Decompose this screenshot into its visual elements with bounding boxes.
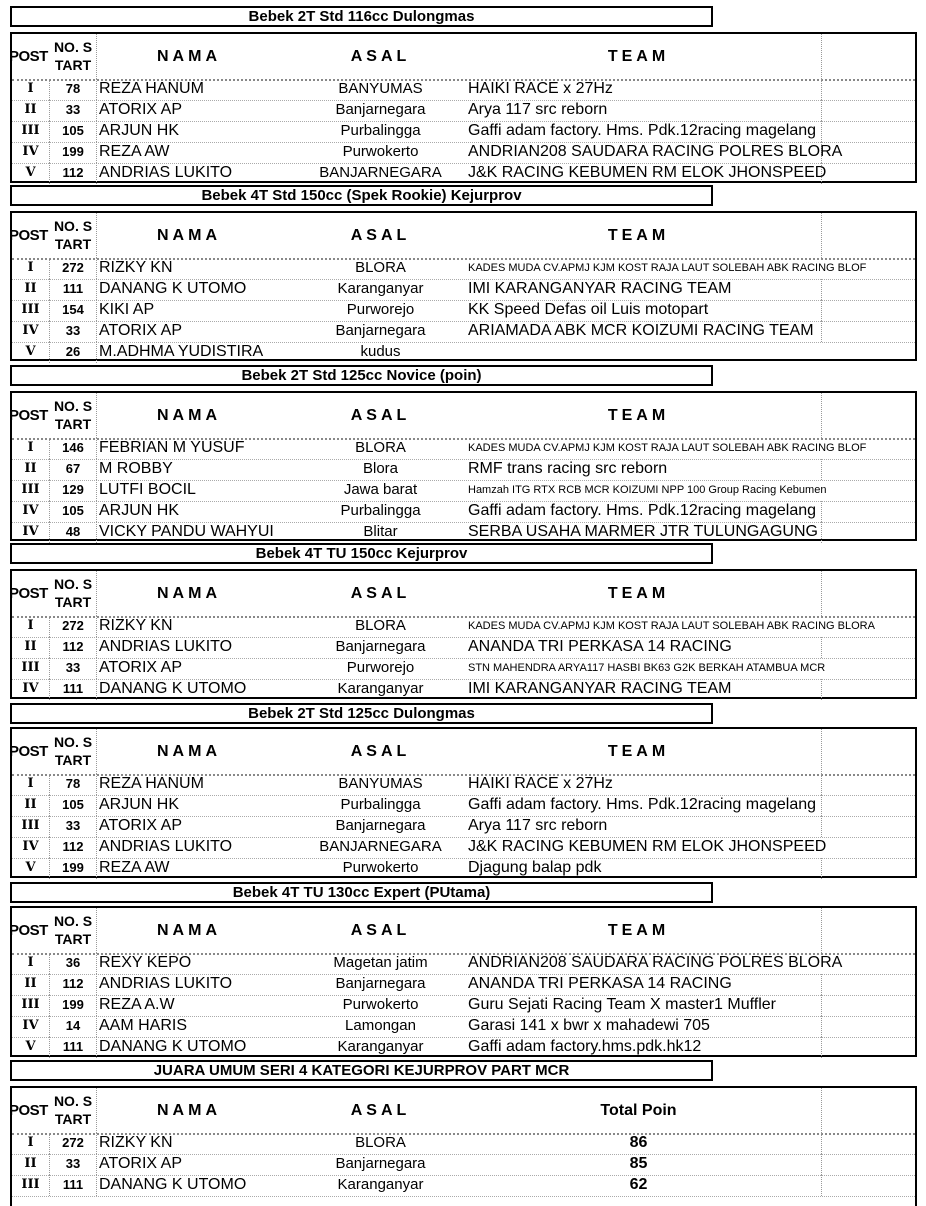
asal-cell: kudus (360, 343, 401, 360)
table-row (12, 637, 915, 659)
nama-cell: ANDRIAS LUKITO (99, 164, 233, 181)
nama-cell: ATORIX AP (99, 817, 182, 834)
pos-cell: I (12, 953, 50, 974)
nama-cell: M ROBBY (99, 460, 173, 477)
no-start-cell: 146 (50, 438, 97, 459)
pos-cell: IV (12, 837, 50, 858)
asal-cell: Jawa barat (343, 481, 418, 498)
table-row (12, 121, 915, 143)
team-cell: HAIKI RACE x 27Hz (456, 79, 822, 100)
nama-cell: M.ADHMA YUDISTIRA (99, 343, 264, 360)
header-empty (822, 1088, 917, 1133)
table-row (12, 616, 915, 638)
header-pos: POST (9, 227, 48, 244)
nama-cell: ATORIX AP (99, 322, 182, 339)
table-row (12, 258, 915, 280)
table-row (12, 858, 915, 879)
no-start-cell: 112 (50, 163, 97, 184)
section-title: JUARA UMUM SERI 4 KATEGORI KEJURPROV PART MCR (10, 1060, 713, 1081)
pos-cell: III (12, 300, 50, 321)
asal-cell: Karanganyar (337, 680, 424, 697)
section-title: Bebek 2T Std 125cc Dulongmas (10, 703, 713, 724)
team-cell: Guru Sejati Racing Team X master1 Muffler (456, 995, 822, 1016)
nama-cell: REZA HANUM (99, 775, 204, 792)
header-nama: NAMA (157, 922, 221, 939)
header-no-start: NO. START (50, 393, 97, 438)
team-cell: KADES MUDA CV.APMJ KJM KOST RAJA LAUT SOLEBAH ABK RACING BLORA (468, 620, 875, 632)
table-row (12, 342, 915, 363)
table-row (12, 1154, 915, 1176)
header-no-start: NO. START (50, 729, 97, 774)
team-cell: IMI KARANGANYAR RACING TEAM (456, 679, 822, 700)
nama-cell: AAM HARIS (99, 1017, 188, 1034)
header-asal: ASAL (350, 743, 411, 760)
team-cell: Djagung balap pdk (456, 858, 822, 879)
no-start-cell: 105 (50, 795, 97, 816)
pos-cell: II (12, 974, 50, 995)
nama-cell: REZA HANUM (99, 80, 204, 97)
asal-cell: Banjarnegara (335, 101, 426, 118)
asal-cell: Purwokerto (342, 996, 419, 1013)
no-start-cell: 154 (50, 300, 97, 321)
pos-cell: I (12, 616, 50, 637)
section-title: Bebek 2T Std 125cc Novice (poin) (10, 365, 713, 386)
pos-cell: II (12, 1154, 50, 1175)
team-cell: ARIAMADA ABK MCR KOIZUMI RACING TEAM (456, 321, 822, 342)
pos-cell: II (12, 637, 50, 658)
section-title: Bebek 4T TU 150cc Kejurprov (10, 543, 713, 564)
table-row (12, 1133, 915, 1155)
header-total-poin: Total Poin (456, 1088, 822, 1133)
header-nama: NAMA (157, 1102, 221, 1119)
pos-cell: V (12, 342, 50, 363)
team-cell: ANDRIAN208 SAUDARA RACING POLRES BLORA (456, 142, 822, 163)
table-row (12, 1037, 915, 1058)
team-cell: STN MAHENDRA ARYA117 HASBI BK63 G2K BERKAH ATAMBUA MCR (468, 662, 826, 674)
nama-cell: ANDRIAS LUKITO (99, 638, 233, 655)
table-row (12, 501, 915, 523)
pos-cell: III (12, 121, 50, 142)
asal-cell: Banjarnegara (335, 322, 426, 339)
header-nama: NAMA (157, 407, 221, 424)
results-table (10, 32, 917, 183)
table-header (9, 1088, 915, 1135)
results-table (10, 906, 917, 1057)
header-empty (822, 393, 917, 438)
team-cell: Hamzah ITG RTX RCB MCR KOIZUMI NPP 100 Group Racing Kebumen (468, 484, 827, 496)
asal-cell: Banjarnegara (335, 975, 426, 992)
points-cell: 86 (456, 1133, 822, 1154)
header-nama: NAMA (157, 743, 221, 760)
asal-cell: Purwokerto (342, 143, 419, 160)
pos-cell: IV (12, 1016, 50, 1037)
no-start-cell: 26 (50, 342, 97, 363)
no-start-cell: 36 (50, 953, 97, 974)
asal-cell: Blora (362, 460, 399, 477)
no-start-cell: 272 (50, 1133, 97, 1154)
table-header (9, 571, 915, 618)
team-cell: Gaffi adam factory. Hms. Pdk.12racing magelang (456, 501, 822, 522)
header-asal: ASAL (350, 48, 411, 65)
header-asal: ASAL (350, 922, 411, 939)
table-row (12, 142, 915, 164)
points-cell: 62 (456, 1175, 822, 1196)
header-no-start: NO. START (50, 1088, 97, 1133)
nama-cell: DANANG K UTOMO (99, 1038, 247, 1055)
header-asal: ASAL (350, 1102, 411, 1119)
asal-cell: Purbalingga (340, 122, 421, 139)
team-cell: ANANDA TRI PERKASA 14 RACING (456, 637, 822, 658)
asal-cell: Karanganyar (337, 280, 424, 297)
header-team: TEAM (456, 393, 822, 438)
asal-cell: BANYUMAS (338, 80, 423, 97)
nama-cell: DANANG K UTOMO (99, 280, 247, 297)
header-team: TEAM (456, 213, 822, 258)
no-start-cell: 33 (50, 1154, 97, 1175)
team-cell: J&K RACING KEBUMEN RM ELOK JHONSPEED (456, 163, 822, 184)
team-cell: KADES MUDA CV.APMJ KJM KOST RAJA LAUT SOLEBAH ABK RACING BLOF (468, 262, 867, 274)
pos-cell: IV (12, 501, 50, 522)
table-row (12, 795, 915, 817)
team-cell: KADES MUDA CV.APMJ KJM KOST RAJA LAUT SOLEBAH ABK RACING BLOF (468, 442, 867, 454)
team-cell: SERBA USAHA MARMER JTR TULUNGAGUNG (456, 522, 822, 543)
pos-cell: I (12, 438, 50, 459)
team-cell (456, 342, 822, 363)
table-row (12, 163, 915, 184)
asal-cell: Purbalingga (340, 502, 421, 519)
nama-cell: ATORIX AP (99, 659, 182, 676)
pos-cell: III (12, 480, 50, 501)
pos-cell: I (12, 79, 50, 100)
no-start-cell: 112 (50, 974, 97, 995)
no-start-cell: 78 (50, 774, 97, 795)
asal-cell: Banjarnegara (335, 817, 426, 834)
points-cell: 85 (456, 1154, 822, 1175)
no-start-cell: 78 (50, 79, 97, 100)
header-pos: POST (9, 585, 48, 602)
pos-cell: IV (12, 142, 50, 163)
asal-cell: Purworejo (346, 301, 415, 318)
nama-cell: ATORIX AP (99, 1155, 182, 1172)
pos-cell: IV (12, 679, 50, 700)
results-table (10, 391, 917, 541)
team-cell: ANDRIAN208 SAUDARA RACING POLRES BLORA (468, 954, 843, 971)
header-pos: POST (9, 1102, 48, 1119)
header-empty (822, 213, 917, 258)
header-nama: NAMA (157, 48, 221, 65)
table-header (9, 213, 915, 260)
no-start-cell: 33 (50, 658, 97, 679)
no-start-cell: 33 (50, 321, 97, 342)
no-start-cell: 33 (50, 100, 97, 121)
standings-table (10, 1086, 917, 1206)
header-nama: NAMA (157, 227, 221, 244)
table-row (12, 522, 915, 543)
section-title: Bebek 4T TU 130cc Expert (PUtama) (10, 882, 713, 903)
asal-cell: BLORA (355, 617, 406, 634)
no-start-cell: 14 (50, 1016, 97, 1037)
table-row (12, 953, 915, 975)
pos-cell: IV (12, 522, 50, 543)
asal-cell: BLORA (355, 259, 406, 276)
no-start-cell: 111 (50, 1175, 97, 1196)
table-row (12, 438, 915, 460)
no-start-cell: 112 (50, 837, 97, 858)
pos-cell: I (12, 774, 50, 795)
table-row (12, 679, 915, 700)
team-cell: KK Speed Defas oil Luis motopart (456, 300, 822, 321)
pos-cell: V (12, 858, 50, 879)
no-start-cell: 199 (50, 858, 97, 879)
table-row (12, 658, 915, 680)
section-title: Bebek 4T Std 150cc (Spek Rookie) Kejurprov (10, 185, 713, 206)
asal-cell: BLORA (355, 1134, 406, 1151)
header-no-start: NO. START (50, 34, 97, 79)
pos-cell: II (12, 100, 50, 121)
no-start-cell: 272 (50, 258, 97, 279)
no-start-cell: 33 (50, 816, 97, 837)
header-no-start: NO. START (50, 908, 97, 953)
header-no-start: NO. START (50, 213, 97, 258)
team-cell: IMI KARANGANYAR RACING TEAM (456, 279, 822, 300)
table-row (12, 480, 915, 502)
pos-cell: III (12, 816, 50, 837)
nama-cell: REZA A.W (99, 996, 175, 1013)
asal-cell: Karanganyar (337, 1038, 424, 1055)
pos-cell: IV (12, 321, 50, 342)
table-header (9, 729, 915, 776)
no-start-cell: 111 (50, 679, 97, 700)
header-pos: POST (9, 407, 48, 424)
asal-cell: Banjarnegara (335, 1155, 426, 1172)
header-team: TEAM (456, 34, 822, 79)
asal-cell: Lamongan (345, 1017, 416, 1034)
nama-cell: REXY KEPO (99, 954, 192, 971)
team-cell: HAIKI RACE x 27Hz (456, 774, 822, 795)
asal-cell: BLORA (355, 439, 406, 456)
pos-cell: V (12, 1037, 50, 1058)
header-pos: POST (9, 48, 48, 65)
team-cell: Gaffi adam factory.hms.pdk.hk12 (456, 1037, 822, 1058)
table-row (12, 1175, 915, 1197)
results-table (10, 727, 917, 878)
nama-cell: KIKI AP (99, 301, 155, 318)
section-title: Bebek 2T Std 116cc Dulongmas (10, 6, 713, 27)
header-asal: ASAL (350, 407, 411, 424)
table-row (12, 816, 915, 838)
header-nama: NAMA (157, 585, 221, 602)
asal-cell: Purbalingga (340, 796, 421, 813)
nama-cell: ARJUN HK (99, 122, 180, 139)
header-asal: ASAL (350, 585, 411, 602)
team-cell: Arya 117 src reborn (456, 816, 822, 837)
header-empty (822, 908, 917, 953)
table-header (9, 908, 915, 955)
header-pos: POST (9, 922, 48, 939)
team-cell: J&K RACING KEBUMEN RM ELOK JHONSPEED (468, 838, 827, 855)
header-asal: ASAL (350, 227, 411, 244)
header-team: TEAM (456, 571, 822, 616)
nama-cell: REZA AW (99, 859, 170, 876)
pos-cell: I (12, 258, 50, 279)
no-start-cell: 105 (50, 121, 97, 142)
no-start-cell: 199 (50, 142, 97, 163)
pos-cell: II (12, 795, 50, 816)
pos-cell: III (12, 995, 50, 1016)
team-cell: Gaffi adam factory. Hms. Pdk.12racing magelang (456, 795, 822, 816)
nama-cell: ANDRIAS LUKITO (99, 838, 233, 855)
pos-cell: I (12, 1133, 50, 1154)
header-empty (822, 571, 917, 616)
no-start-cell: 111 (50, 1037, 97, 1058)
nama-cell: ARJUN HK (99, 796, 180, 813)
no-start-cell: 112 (50, 637, 97, 658)
nama-cell: ARJUN HK (99, 502, 180, 519)
header-no-start: NO. START (50, 571, 97, 616)
nama-cell: RIZKY KN (99, 259, 173, 276)
no-start-cell: 199 (50, 995, 97, 1016)
nama-cell: ATORIX AP (99, 101, 182, 118)
team-cell: RMF trans racing src reborn (456, 459, 822, 480)
nama-cell: ANDRIAS LUKITO (99, 975, 233, 992)
asal-cell: Purwokerto (342, 859, 419, 876)
nama-cell: FEBRIAN M YUSUF (99, 439, 245, 456)
no-start-cell: 129 (50, 480, 97, 501)
no-start-cell: 111 (50, 279, 97, 300)
pos-cell: III (12, 1175, 50, 1196)
table-row (12, 79, 915, 101)
results-table (10, 211, 917, 361)
asal-cell: Magetan jatim (333, 954, 428, 971)
table-row (12, 837, 915, 859)
nama-cell: LUTFI BOCIL (99, 481, 196, 498)
table-row (12, 1016, 915, 1038)
nama-cell: RIZKY KN (99, 1134, 173, 1151)
nama-cell: DANANG K UTOMO (99, 1176, 247, 1193)
table-row (12, 100, 915, 122)
team-cell: Garasi 141 x bwr x mahadewi 705 (456, 1016, 822, 1037)
table-header (9, 34, 915, 81)
nama-cell: RIZKY KN (99, 617, 173, 634)
header-pos: POST (9, 743, 48, 760)
pos-cell: III (12, 658, 50, 679)
asal-cell: BANJARNEGARA (319, 164, 442, 181)
asal-cell: BANYUMAS (338, 775, 423, 792)
table-row (12, 300, 915, 322)
header-team: TEAM (456, 729, 822, 774)
no-start-cell: 272 (50, 616, 97, 637)
team-cell: ANANDA TRI PERKASA 14 RACING (456, 974, 822, 995)
nama-cell: DANANG K UTOMO (99, 680, 247, 697)
asal-cell: Banjarnegara (335, 638, 426, 655)
header-team: TEAM (456, 908, 822, 953)
team-cell: Arya 117 src reborn (456, 100, 822, 121)
table-header (9, 393, 915, 440)
table-row (12, 279, 915, 301)
no-start-cell: 48 (50, 522, 97, 543)
table-row (12, 774, 915, 796)
header-empty (822, 34, 917, 79)
table-row (12, 974, 915, 996)
team-cell: Gaffi adam factory. Hms. Pdk.12racing magelang (456, 121, 822, 142)
asal-cell: BANJARNEGARA (319, 838, 442, 855)
table-row (12, 995, 915, 1017)
no-start-cell: 67 (50, 459, 97, 480)
nama-cell: REZA AW (99, 143, 170, 160)
pos-cell: V (12, 163, 50, 184)
asal-cell: Blitar (363, 523, 398, 540)
header-empty (822, 729, 917, 774)
table-row (12, 321, 915, 343)
no-start-cell: 105 (50, 501, 97, 522)
table-row (12, 459, 915, 481)
pos-cell: II (12, 459, 50, 480)
nama-cell: VICKY PANDU WAHYUI (99, 523, 274, 540)
results-table (10, 569, 917, 699)
asal-cell: Karanganyar (337, 1176, 424, 1193)
pos-cell: II (12, 279, 50, 300)
asal-cell: Purworejo (346, 659, 415, 676)
